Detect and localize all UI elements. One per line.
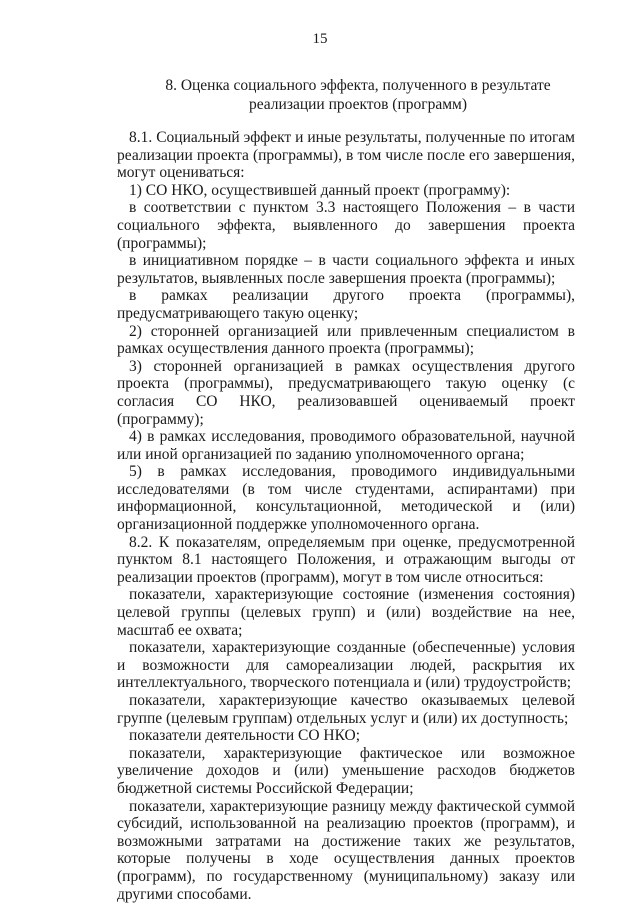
list-subitem-1c: в рамках реализации другого проекта (программы), предусматривающего такую оценку;: [117, 287, 575, 322]
list-item-5: 5) в рамках исследования, проводимого индивидуальными исследователями (в том числе студентами, аспирантами) при информационной, консультационной, методической и (или) организационной поддержке уполномоченного органа.: [117, 463, 575, 534]
section-title-line-2: реализации проектов (программ): [248, 96, 468, 113]
paragraph-8-1: 8.1. Социальный эффект и иные результаты, полученные по итогам реализации проекта (программы), в том числе после его завершения, могут оцениваться:: [117, 129, 575, 182]
indicator-item: показатели деятельности СО НКО;: [129, 727, 361, 745]
indicator-item: показатели, характеризующие состояние (изменения состояния) целевой группы (целевых групп) и (или) воздействие на нее, масштаб ее охвата;: [117, 586, 575, 639]
list-item-1: 1) СО НКО, осуществившей данный проект (программу):: [129, 181, 511, 199]
list-item-3: 3) сторонней организацией в рамках осуществления другого проекта (программы), предусматривающего такую оценку (с согласия СО НКО, реализовавшей оцениваемый проект (программу);: [117, 357, 575, 428]
indicator-item: показатели, характеризующие созданные (обеспеченные) условия и возможности для самореализации людей, раскрытия их интеллектуального, творческого потенциала и (или) трудоустройств;: [117, 639, 575, 692]
indicator-item: показатели, характеризующие фактическое или возможное увеличение доходов и (или) уменьшение расходов бюджетов бюджетной системы Российской Федерации;: [117, 744, 575, 797]
list-item-4: 4) в рамках исследования, проводимого образовательной, научной или иной организацией по заданию уполномоченного органа;: [117, 428, 575, 463]
page-number: 15: [312, 31, 328, 47]
document-body: [117, 129, 575, 903]
list-item-2: 2) сторонней организацией или привлеченным специалистом в рамках осуществления данного проекта (программы);: [117, 322, 575, 358]
list-subitem-1a: в соответствии с пунктом 3.3 настоящего Положения – в части социального эффекта, выявленного до завершения проекта (программы);: [117, 199, 575, 252]
paragraph-8-2: 8.2. К показателям, определяемым при оценке, предусмотренной пунктом 8.1 настоящего Положения, и отражающим выгоды от реализации проектов (программ), могут в том числе относиться:: [117, 533, 575, 586]
section-title-line-1: 8. Оценка социального эффекта, полученного в результате: [165, 77, 551, 94]
section-title: [118, 76, 598, 114]
list-subitem-1b: в инициативном порядке – в части социального эффекта и иных результатов, выявленных после завершения проекта (программы);: [117, 252, 575, 287]
indicator-item: показатели, характеризующие качество оказываемых целевой группе (целевым группам) отдельных услуг и (или) их доступность;: [117, 692, 575, 727]
indicator-item: показатели, характеризующие разницу между фактической суммой субсидий, использованной на реализацию проектов (программ), и возможными затратами на достижение таких же результатов, которые получены в ходе осуществления данных проектов (программ), по государственному (муниципальному) заказу или другими способами.: [117, 797, 575, 903]
